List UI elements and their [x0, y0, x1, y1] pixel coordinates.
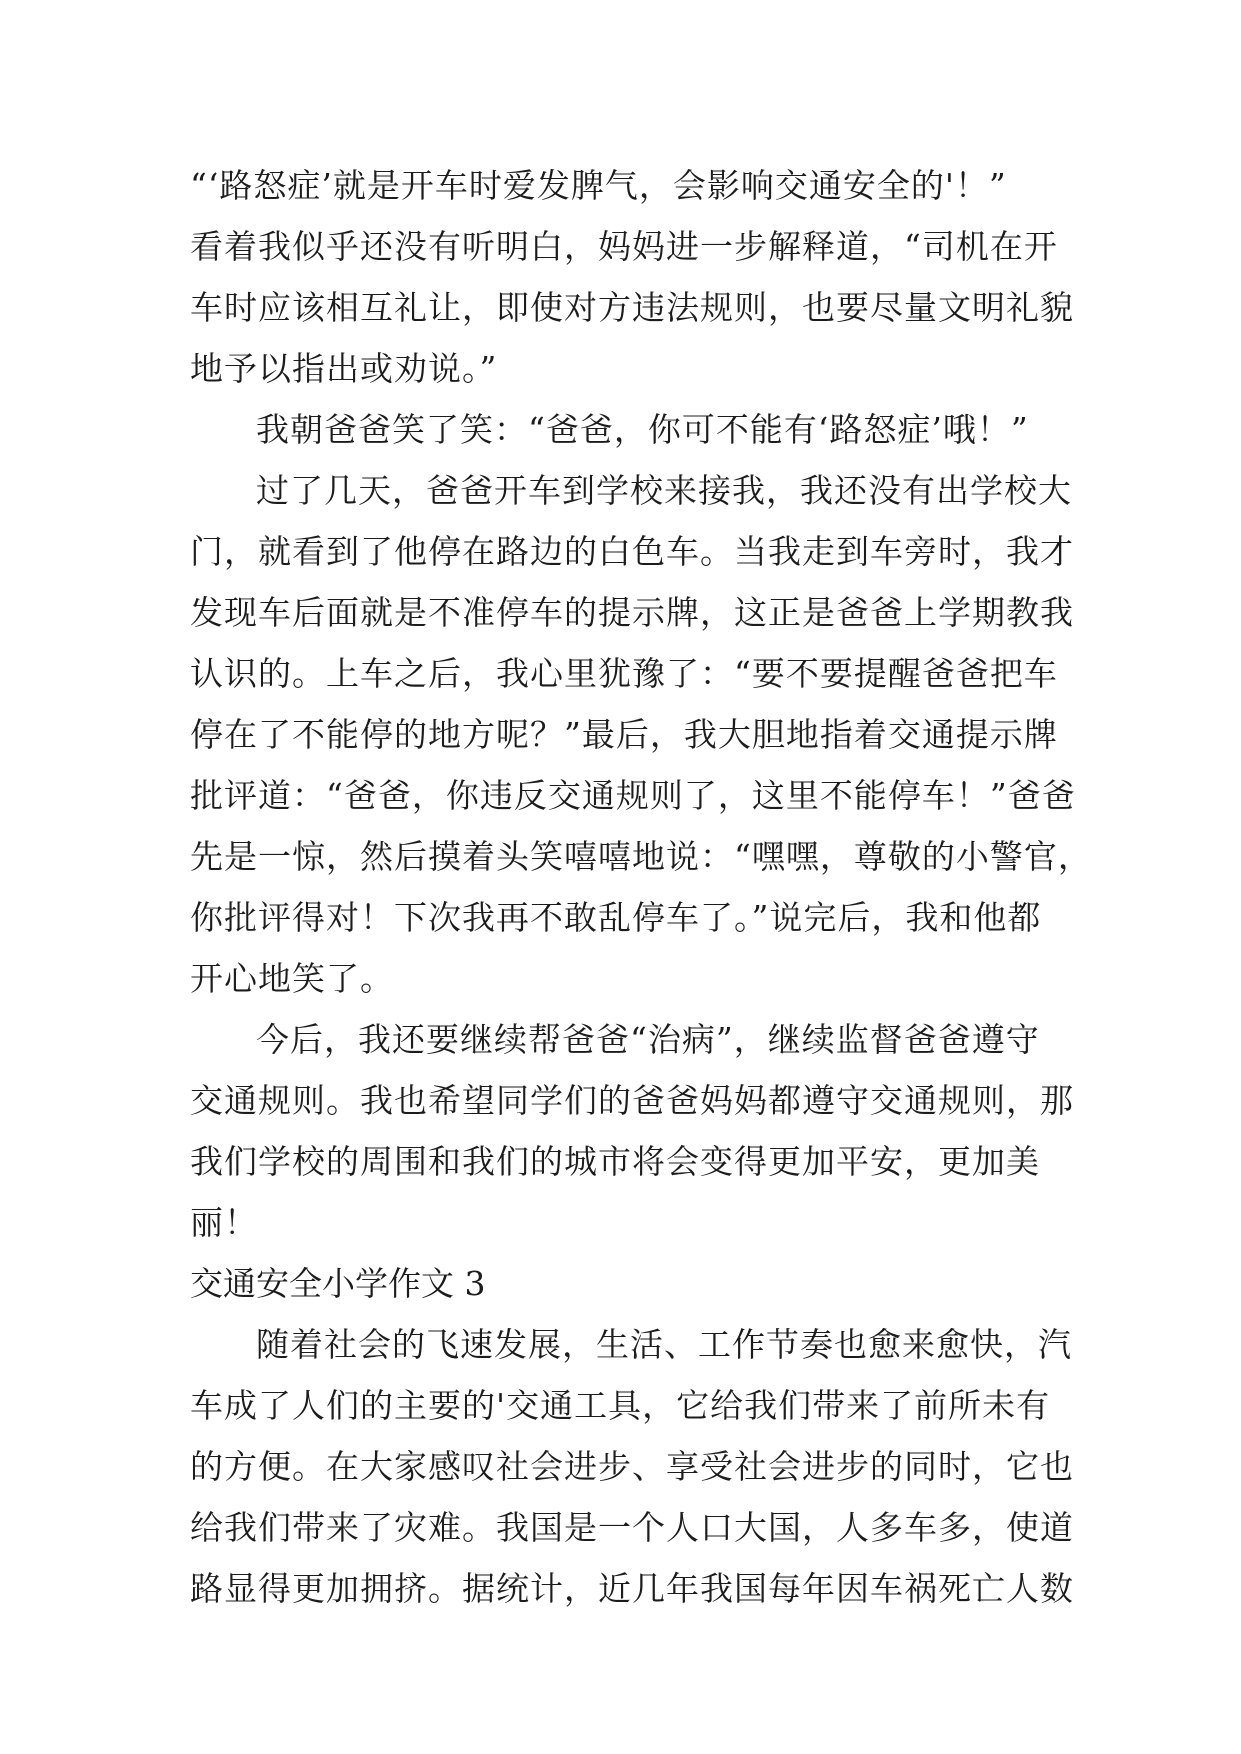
article-body: [190, 155, 1092, 1619]
text-line: 我朝爸爸笑了笑：“爸爸，你可不能有‘路怒症’哦！”: [256, 410, 1029, 449]
text-line: 我们学校的周围和我们的城市将会变得更加平安，更加美: [190, 1142, 1040, 1181]
text-line: 今后，我还要继续帮爸爸“治病”，继续监督爸爸遵守: [256, 1020, 1040, 1059]
text-line: 给我们带来了灾难。我国是一个人口大国，人多车多，使道: [190, 1508, 1074, 1547]
text-line: 你批评得对！下次我再不敢乱停车了。”说完后，我和他都: [190, 898, 1042, 937]
text-line: 车时应该相互礼让，即使对方违法规则，也要尽量文明礼貌: [190, 288, 1074, 327]
text-line: 丽！: [190, 1203, 258, 1242]
text-line: 过了几天，爸爸开车到学校来接我，我还没有出学校大: [256, 471, 1072, 510]
text-line: 随着社会的飞速发展，生活、工作节奏也愈来愈快，汽: [256, 1325, 1072, 1364]
text-line: 路显得更加拥挤。据统计，近几年我国每年因车祸死亡人数: [190, 1569, 1074, 1608]
text-line: “‘路怒症’就是开车时爱发脾气，会影响交通安全的'！”: [190, 166, 1007, 205]
text-line: 先是一惊，然后摸着头笑嘻嘻地说：“嘿嘿，尊敬的小警官，: [190, 837, 1092, 876]
text-line: 开心地笑了。: [190, 959, 394, 998]
text-line: 交通规则。我也希望同学们的爸爸妈妈都遵守交通规则，那: [190, 1081, 1074, 1120]
text-line: 批评道：“爸爸，你违反交通规则了，这里不能停车！”爸爸: [190, 776, 1076, 815]
text-line: 的方便。在大家感叹社会进步、享受社会进步的同时，它也: [190, 1447, 1074, 1486]
text-line: 地予以指出或劝说。”: [190, 349, 498, 388]
text-line: 停在了不能停的地方呢？”最后，我大胆地指着交通提示牌: [190, 715, 1058, 754]
section-heading: 交通安全小学作文 3: [190, 1264, 486, 1303]
text-line: 发现车后面就是不准停车的提示牌，这正是爸爸上学期教我: [190, 593, 1074, 632]
text-line: 车成了人们的主要的'交通工具，它给我们带来了前所未有: [190, 1386, 1051, 1425]
text-line: 认识的。上车之后，我心里犹豫了：“要不要提醒爸爸把车: [190, 654, 1058, 693]
text-line: 看着我似乎还没有听明白，妈妈进一步解释道，“司机在开: [190, 227, 1058, 266]
text-line: 门，就看到了他停在路边的白色车。当我走到车旁时，我才: [190, 532, 1074, 571]
